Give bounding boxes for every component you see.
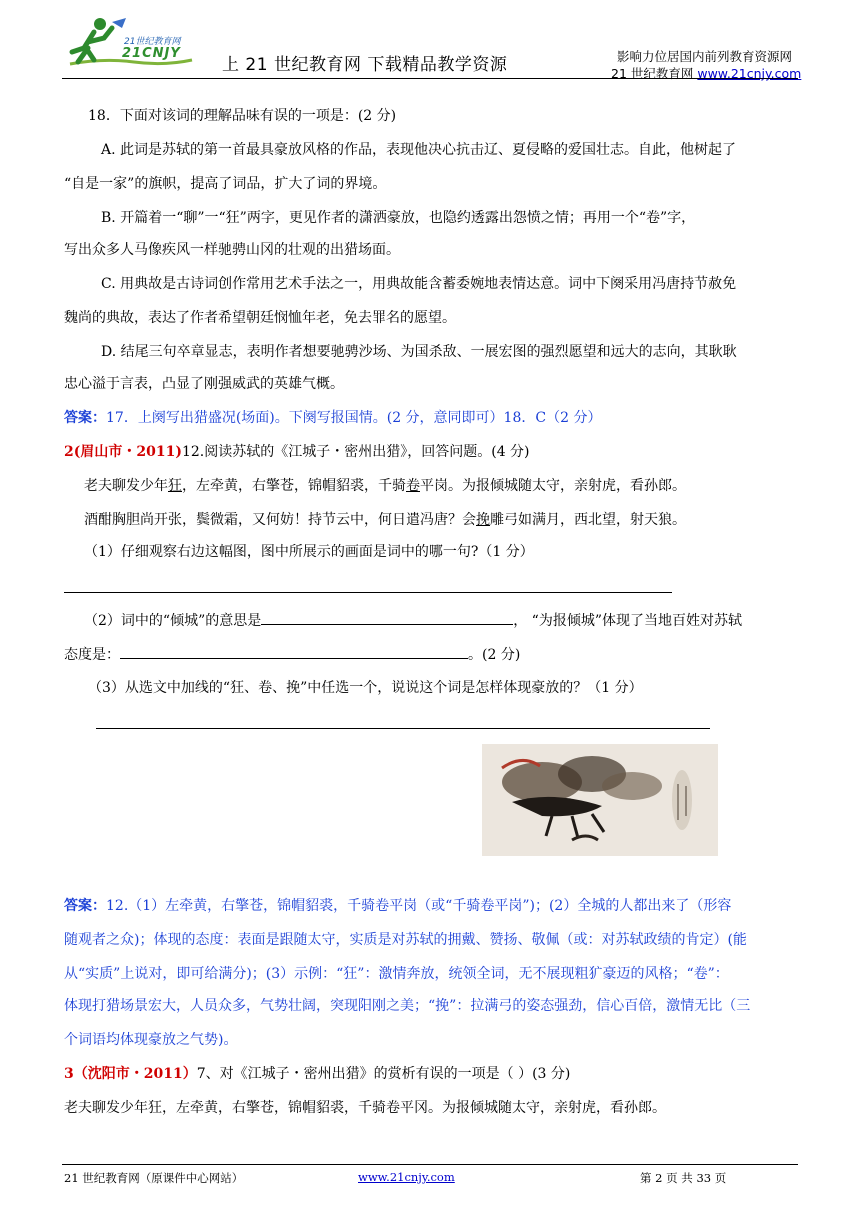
- site-title: 上 21 世纪教育网 下载精品教学资源: [222, 55, 508, 75]
- q18-stem: 18．下面对该词的理解品味有误的一项是：(2 分): [88, 108, 397, 124]
- q3-stem: 7、对《江城子・密州出猎》的赏析有误的一项是（ ）(3 分): [196, 1066, 571, 1082]
- header-slogan: 影响力位居国内前列教育资源网: [617, 49, 793, 64]
- q18-option-c-line2: 魏尚的典故，表达了作者希望朝廷悯恤年老，免去罪名的愿望。: [64, 310, 456, 326]
- header-divider: [62, 78, 798, 79]
- header-site-line: [611, 64, 801, 82]
- answer-block-2-line4: 体现打猎场景宏大，人员众多，气势壮阔，突现阳刚之美；“挽”：拉满弓的姿态强劲，信心百倍，激情无比（三: [64, 998, 751, 1014]
- q2-sub2-text: 态度是：: [64, 647, 120, 663]
- answer-line-1[interactable]: [64, 592, 672, 593]
- answer-label: 答案：: [64, 898, 106, 914]
- answer-block-2-line2: 随观者之众)；体现的态度：表面是跟随太守，实质是对苏轼的拥戴、赞扬、敬佩（或：对苏轼政绩的肯定）(能: [64, 932, 747, 948]
- logo-text-top: 21世纪教育网: [124, 37, 181, 47]
- q2-sub2-text: （2）词中的“倾城”的意思是: [84, 613, 262, 629]
- answer-block-1: [64, 408, 601, 428]
- underlined-word-kuang: 狂: [168, 478, 182, 494]
- footer-link[interactable]: [358, 1170, 455, 1184]
- q3-poem: 老夫聊发少年狂，左牵黄，右擎苍，锦帽貂裘，千骑卷平冈。为报倾城随太守，亲射虎，看孙郎。: [64, 1100, 666, 1116]
- hunting-scene-icon: [482, 744, 718, 856]
- q2-sub1: （1）仔细观察右边这幅图，图中所展示的画面是词中的哪一句?（1 分）: [84, 544, 534, 560]
- underlined-word-juan: 卷: [406, 478, 420, 494]
- hunting-painting-image: [482, 744, 718, 856]
- q2-sub3: （3）从选文中加线的“狂、卷、挽”中任选一个，说说这个词是怎样体现豪放的？（1 分）: [88, 680, 643, 696]
- q18-option-d-line2: 忠心溢于言表，凸显了刚强威武的英雄气概。: [64, 376, 344, 392]
- q3-source: 3（沈阳市・2011）: [64, 1066, 197, 1082]
- underlined-word-wan: 挽: [476, 512, 490, 528]
- q18-option-a-line1: A. 此词是苏轼的第一首最具豪放风格的作品，表现他决心抗击辽、夏侵略的爱国壮志。自此，他树起了: [101, 142, 737, 158]
- answer-text: 17．上阕写出猎盛况(场面)。下阕写报国情。(2 分，意同即可）18．C（2 分）: [106, 410, 602, 426]
- poem-text: 雕弓如满月，西北望，射天狼。: [490, 512, 686, 528]
- answer-text: 12.（1）左牵黄，右擎苍，锦帽貂裘，千骑卷平岗（或“千骑卷平岗”)；(2）全城的人都出来了（形容: [106, 898, 732, 914]
- footer-left: 21 世纪教育网（原课件中心网站）: [64, 1171, 244, 1185]
- footer-divider: [62, 1164, 798, 1165]
- answer-label: 答案：: [64, 410, 106, 426]
- poem-text: 平岗。为报倾城随太守，亲射虎，看孙郎。: [420, 478, 686, 494]
- poem-text: 老夫聊发少年: [84, 478, 168, 494]
- poem-text: 酒酣胸胆尚开张，鬓微霜，又何妨！持节云中，何日遣冯唐？会: [84, 512, 476, 528]
- q2-sub2-line1: [84, 610, 742, 631]
- header-site-prefix: 21 世纪教育网: [611, 66, 698, 81]
- q3-heading: [64, 1064, 570, 1084]
- q2-stem: 12.阅读苏轼的《江城子・密州出猎》，回答问题。(4 分): [181, 444, 530, 460]
- q2-heading: [64, 442, 530, 462]
- footer-url[interactable]: www.21cnjy.com: [358, 1170, 455, 1184]
- poem-text: ，左牵黄，右擎苍，锦帽貂裘，千骑: [182, 478, 406, 494]
- poem-line-2: [84, 510, 686, 530]
- q2-sub2-text: ， “为报倾城”体现了当地百姓对苏轼: [513, 613, 742, 629]
- q2-source: 2(眉山市・2011): [64, 444, 182, 460]
- answer-line-2[interactable]: [96, 728, 710, 729]
- page-number: 第 2 页 共 33 页: [640, 1171, 727, 1185]
- q18-option-b-line2: 写出众多人马像疾风一样驰骋山冈的壮观的出猎场面。: [64, 242, 400, 258]
- q18-option-a-line2: “自是一家”的旗帜，提高了词品，扩大了词的界境。: [64, 176, 387, 192]
- q18-option-c-line1: C. 用典故是古诗词创作常用艺术手法之一，用典故能含蓄委婉地表情达意。词中下阕采用冯唐持节赦免: [101, 276, 737, 292]
- q18-option-b-line1: B. 开篇着一“聊”一“狂”两字，更见作者的潇洒豪放，也隐约透露出怨愤之情；再用一个“卷”字，: [101, 210, 696, 226]
- logo-text-bottom: 21CNJY: [122, 46, 181, 61]
- q18-option-d-line1: D. 结尾三句卒章显志，表明作者想要驰骋沙场、为国杀敌、一展宏图的强烈愿望和远大的志向，其耿耿: [101, 344, 737, 360]
- q2-sub2-text: 。(2 分): [468, 647, 521, 663]
- answer-block-2-line1: [64, 896, 731, 916]
- poem-line-1: [84, 476, 686, 496]
- answer-blank-2[interactable]: [120, 644, 468, 659]
- q2-sub2-line2: [64, 644, 520, 665]
- answer-block-2-line5: 个词语均体现豪放之气势)。: [64, 1032, 238, 1048]
- answer-blank-1[interactable]: [261, 610, 513, 625]
- site-logo: [64, 14, 214, 76]
- header-site-link[interactable]: www.21cnjy.com: [697, 66, 802, 81]
- answer-block-2-line3: 从“实质”上说对，即可给满分)；(3）示例：“狂”：激情奔放，统领全词，无不展现粗犷豪迈的风格；“卷”：: [64, 966, 729, 982]
